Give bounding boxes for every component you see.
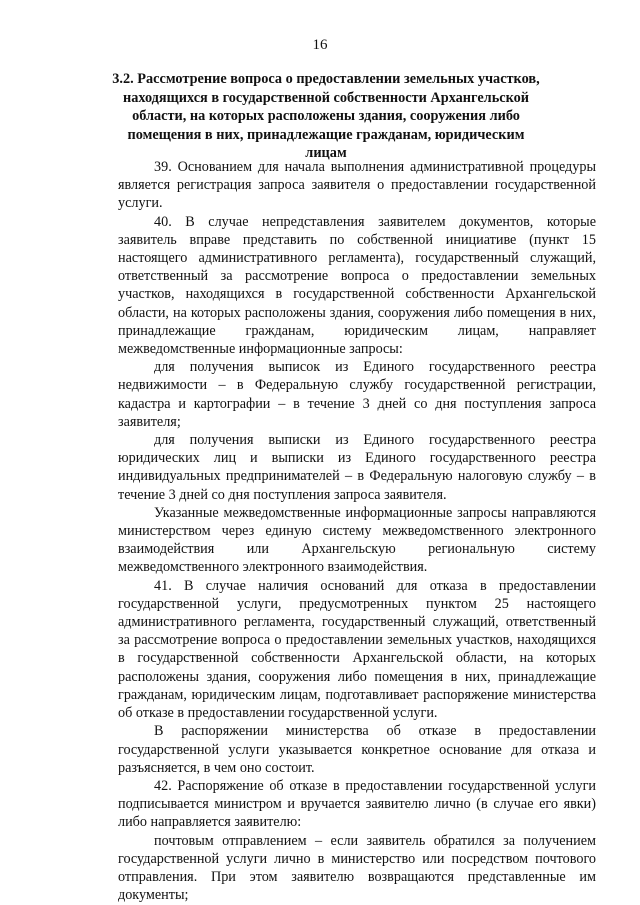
paragraph-40-note: Указанные межведомственные информационные запросы направляются министерством через единую систему межведомственного электронного взаимодействия или Архангельскую региональную систему межведомственного электронного взаимодействия. [118,504,596,576]
paragraph-42: 42. Распоряжение об отказе в предоставлении государственной услуги подписывается министром и вручается заявителю лично (в случае его явки) либо направляется заявителю: [118,777,596,831]
document-body [118,158,596,904]
paragraph-42-item-1: почтовым отправлением – если заявитель обратился за получением государственной услуги лично в министерство или посредством почтового отправления. При этом заявителю возвращаются представленные им документы; [118,832,596,904]
paragraph-41-note: В распоряжении министерства об отказе в предоставлении государственной услуги указывается конкретное основание для отказа и разъясняется, в чем оно состоит. [118,723,596,776]
paragraph-40: 40. В случае непредставления заявителем документов, которые заявитель вправе представить по собственной инициативе (пункт 15 настоящего административного регламента), государственный служащий, ответственный за рассмотрение вопроса о предоставлении земельных участков, находящихся в государственной собственности Архангельской области, на которых расположены здания, сооружения либо помещения в них, принадлежащие гражданам, юридическим лицам, направляет межведомственные информационные запросы: [118,213,596,358]
paragraph-40-item-1: для получения выписок из Единого государственного реестра недвижимости – в Федеральную службу государственной регистрации, кадастра и картографии – в течение 3 дней со дня поступления запроса заявителя; [118,359,596,430]
paragraph-40-item-2: для получения выписки из Единого государственного реестра юридических лиц и выписки из Единого государственного реестра индивидуальных предпринимателей – в Федеральную налоговую службу – в течение 3 дней со дня поступления запроса заявителя. [118,432,596,503]
paragraph-39: 39. Основанием для начала выполнения административной процедуры является регистрация запроса заявителя о предоставлении государственной услуги. [118,159,596,212]
paragraph-41: 41. В случае наличия оснований для отказа в предоставлении государственной услуги, предусмотренных пунктом 25 настоящего административного регламента, государственный служащий, ответственный за рассмотрение вопроса о предоставлении земельных участков, находящихся в государственной собственности Архангельской области, на которых расположены здания, сооружения либо помещения в них, принадлежащие гражданам, юридическим лицам, подготавливает распоряжение министерства об отказе в предоставлении государственной услуги. [118,577,596,722]
section-title: 3.2. Рассмотрение вопроса о предоставлении земельных участков, находящихся в государственной собственности Архангельской области, на которых расположены здания, сооружения либо помещения в них, принадлежащие гражданам, юридическим лицам [112,71,540,161]
page-number: 16 [312,37,328,53]
